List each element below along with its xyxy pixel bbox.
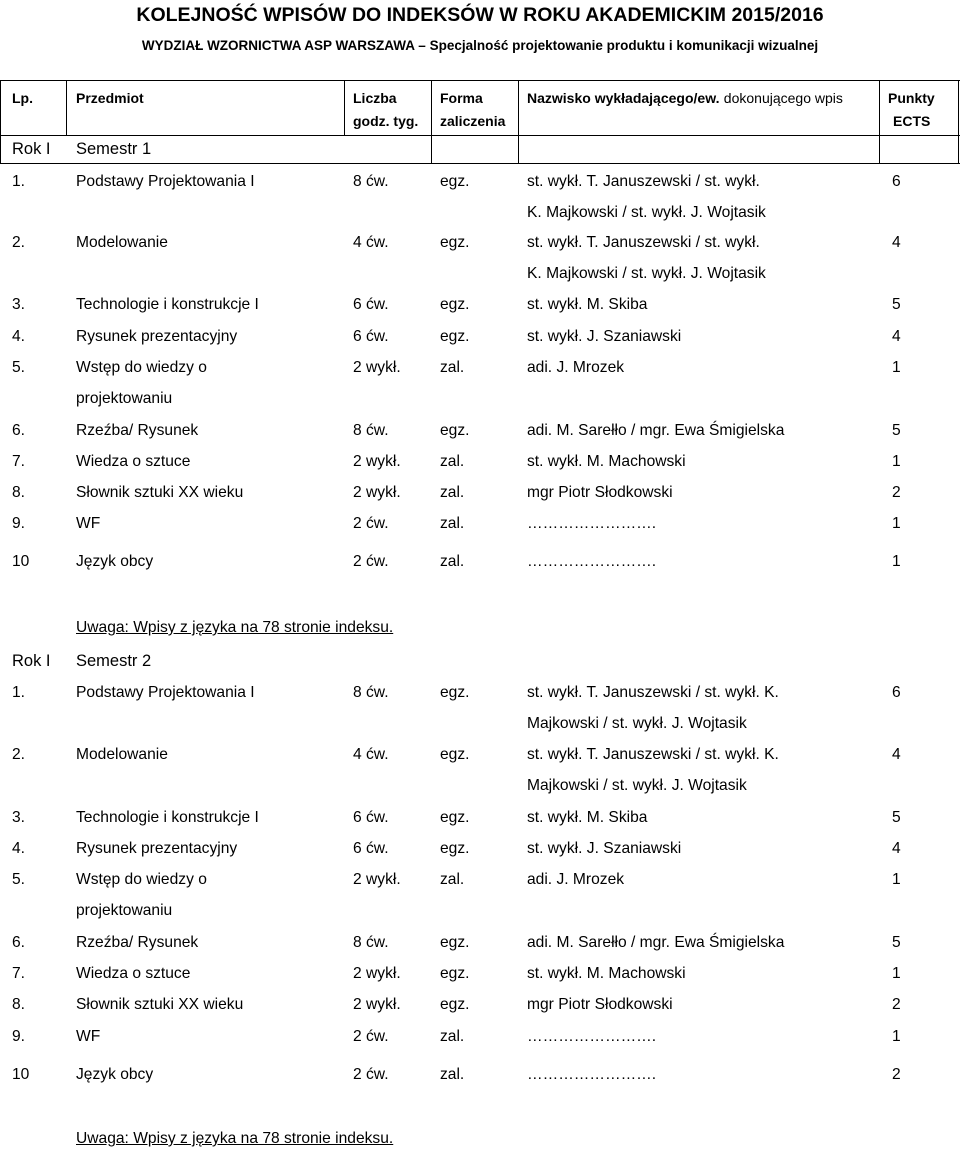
weekly-hours: 2 ćw.: [353, 1066, 389, 1083]
subject-name: Modelowanie: [76, 234, 168, 251]
weekly-hours: 2 wykł.: [353, 484, 401, 501]
row-number: 4.: [12, 840, 26, 857]
lecturer-name: adi. J. Mrozek: [527, 871, 625, 888]
ects-points: 2: [892, 484, 901, 501]
lecturer-name: K. Majkowski / st. wykł. J. Wojtasik: [527, 265, 766, 282]
assessment-form: egz.: [440, 684, 470, 701]
weekly-hours: 2 wykł.: [353, 453, 401, 470]
assessment-form: zal.: [440, 871, 465, 888]
ects-points: 1: [892, 871, 901, 888]
subject-name: Język obcy: [76, 553, 154, 570]
weekly-hours: 4 ćw.: [353, 746, 389, 763]
ects-points: 1: [892, 553, 901, 570]
assessment-form: zal.: [440, 453, 465, 470]
ects-points: 1: [892, 515, 901, 532]
table-top-border: [0, 80, 960, 81]
subject-name: WF: [76, 515, 101, 532]
lecturer-name: st. wykł. T. Januszewski / st. wykł.: [527, 173, 760, 190]
subject-name: Słownik sztuki XX wieku: [76, 996, 244, 1013]
weekly-hours: 2 ćw.: [353, 553, 389, 570]
weekly-hours: 2 wykł.: [353, 871, 401, 888]
ects-points: 1: [892, 359, 901, 376]
subject-name: Technologie i konstrukcje I: [76, 296, 259, 313]
weekly-hours: 2 ćw.: [353, 515, 389, 532]
subject-name: Modelowanie: [76, 746, 168, 763]
row-number: 5.: [12, 359, 26, 376]
assessment-form: egz.: [440, 934, 470, 951]
col-header-liczba: Liczba: [353, 90, 397, 106]
subject-name: Podstawy Projektowania I: [76, 684, 255, 701]
subject-name: WF: [76, 1028, 101, 1045]
subject-name: Rysunek prezentacyjny: [76, 328, 238, 345]
ects-points: 2: [892, 996, 901, 1013]
assessment-form: egz.: [440, 840, 470, 857]
row-number: 1.: [12, 684, 26, 701]
lecturer-name: Majkowski / st. wykł. J. Wojtasik: [527, 777, 747, 794]
lecturer-name: adi. J. Mrozek: [527, 359, 625, 376]
header-bottom-border: [0, 135, 960, 136]
ects-points: 1: [892, 453, 901, 470]
table-left-border: [0, 80, 1, 164]
row-number: 10: [12, 553, 30, 570]
ects-points: 1: [892, 965, 901, 982]
ects-points: 4: [892, 234, 901, 251]
lecturer-name: st. wykł. T. Januszewski / st. wykł.: [527, 234, 760, 251]
lecturer-name: st. wykł. T. Januszewski / st. wykł. K.: [527, 684, 779, 701]
col-header-przedmiot: Przedmiot: [76, 90, 144, 106]
page-title: KOLEJNOŚĆ WPISÓW DO INDEKSÓW W ROKU AKADEMICKIM 2015/2016: [136, 4, 824, 26]
row-number: 2.: [12, 234, 26, 251]
row-number: 3.: [12, 809, 26, 826]
row-number: 7.: [12, 965, 26, 982]
assessment-form: egz.: [440, 809, 470, 826]
weekly-hours: 2 wykł.: [353, 996, 401, 1013]
ects-points: 4: [892, 840, 901, 857]
row-number: 2.: [12, 746, 26, 763]
weekly-hours: 8 ćw.: [353, 684, 389, 701]
assessment-form: egz.: [440, 746, 470, 763]
subject-name: Podstawy Projektowania I: [76, 173, 255, 190]
col-header-nazwisko-bold: Nazwisko wykładającego/ew.: [527, 90, 720, 106]
row-number: 10: [12, 1066, 30, 1083]
lecturer-name: st. wykł. M. Skiba: [527, 296, 648, 313]
lecturer-name: st. wykł. T. Januszewski / st. wykł. K.: [527, 746, 779, 763]
col-header-nazwisko-rest: dokonującego wpis: [723, 90, 843, 106]
col-header-forma-2: zaliczenia: [440, 113, 506, 129]
row-number: 9.: [12, 515, 26, 532]
ects-points: 1: [892, 1028, 901, 1045]
lecturer-name: mgr Piotr Słodkowski: [527, 484, 673, 501]
row-number: 3.: [12, 296, 26, 313]
ects-points: 4: [892, 746, 901, 763]
lecturer-name: …………………….: [527, 515, 657, 532]
subject-name: projektowaniu: [76, 902, 173, 919]
lecturer-name: st. wykł. J. Szaniawski: [527, 328, 682, 345]
ects-points: 5: [892, 296, 901, 313]
lecturer-name: st. wykł. M. Machowski: [527, 965, 686, 982]
assessment-form: zal.: [440, 515, 465, 532]
page-subtitle: WYDZIAŁ WZORNICTWA ASP WARSZAWA – Specjalność projektowanie produktu i komunikacji wizualnej: [141, 38, 819, 53]
assessment-form: egz.: [440, 996, 470, 1013]
row-number: 1.: [12, 173, 26, 190]
row-number: 7.: [12, 453, 26, 470]
col-divider-3: [431, 80, 432, 164]
weekly-hours: 6 ćw.: [353, 840, 389, 857]
lecturer-name: …………………….: [527, 1066, 657, 1083]
lecturer-name: st. wykł. M. Skiba: [527, 809, 648, 826]
subject-name: Język obcy: [76, 1066, 154, 1083]
ects-points: 5: [892, 934, 901, 951]
assessment-form: egz.: [440, 296, 470, 313]
semester-bottom-border: [0, 163, 960, 164]
row-number: 9.: [12, 1028, 26, 1045]
col-header-ects: ECTS: [893, 113, 931, 129]
col-header-nazwisko: [527, 88, 843, 109]
ects-points: 5: [892, 422, 901, 439]
subject-name: Słownik sztuki XX wieku: [76, 484, 244, 501]
ects-points: 5: [892, 809, 901, 826]
subject-name: Wstęp do wiedzy o: [76, 871, 207, 888]
assessment-form: zal.: [440, 484, 465, 501]
semester-label: Semestr 2: [76, 652, 152, 670]
assessment-form: zal.: [440, 1028, 465, 1045]
subject-name: Wiedza o sztuce: [76, 453, 191, 470]
col-divider-2: [344, 80, 345, 135]
semester-label: Semestr 1: [76, 140, 152, 158]
weekly-hours: 6 ćw.: [353, 328, 389, 345]
lecturer-name: K. Majkowski / st. wykł. J. Wojtasik: [527, 204, 766, 221]
lecturer-name: st. wykł. J. Szaniawski: [527, 840, 682, 857]
ects-points: 4: [892, 328, 901, 345]
row-number: 8.: [12, 996, 26, 1013]
col-divider-5: [879, 80, 880, 164]
assessment-form: egz.: [440, 965, 470, 982]
table-right-border: [958, 80, 959, 164]
lecturer-name: adi. M. Sarełło / mgr. Ewa Śmigielska: [527, 422, 785, 439]
ects-points: 6: [892, 173, 901, 190]
assessment-form: egz.: [440, 422, 470, 439]
weekly-hours: 8 ćw.: [353, 422, 389, 439]
lecturer-name: Majkowski / st. wykł. J. Wojtasik: [527, 715, 747, 732]
subject-name: Technologie i konstrukcje I: [76, 809, 259, 826]
col-header-lp: Lp.: [12, 90, 33, 106]
assessment-form: egz.: [440, 328, 470, 345]
weekly-hours: 6 ćw.: [353, 809, 389, 826]
subject-name: Rzeźba/ Rysunek: [76, 422, 199, 439]
lecturer-name: …………………….: [527, 553, 657, 570]
assessment-form: egz.: [440, 173, 470, 190]
rok-label: Rok I: [12, 652, 51, 670]
subject-name: Wiedza o sztuce: [76, 965, 191, 982]
lecturer-name: mgr Piotr Słodkowski: [527, 996, 673, 1013]
assessment-form: zal.: [440, 359, 465, 376]
col-divider-4: [518, 80, 519, 164]
lecturer-name: st. wykł. M. Machowski: [527, 453, 686, 470]
rok-label: Rok I: [12, 140, 51, 158]
assessment-form: zal.: [440, 553, 465, 570]
row-number: 6.: [12, 422, 26, 439]
assessment-form: zal.: [440, 1066, 465, 1083]
row-number: 6.: [12, 934, 26, 951]
subject-name: Rzeźba/ Rysunek: [76, 934, 199, 951]
weekly-hours: 2 ćw.: [353, 1028, 389, 1045]
assessment-form: egz.: [440, 234, 470, 251]
weekly-hours: 6 ćw.: [353, 296, 389, 313]
weekly-hours: 2 wykł.: [353, 359, 401, 376]
lecturer-name: adi. M. Sarełło / mgr. Ewa Śmigielska: [527, 934, 785, 951]
subject-name: Wstęp do wiedzy o: [76, 359, 207, 376]
subject-name: projektowaniu: [76, 390, 173, 407]
row-number: 5.: [12, 871, 26, 888]
row-number: 8.: [12, 484, 26, 501]
weekly-hours: 8 ćw.: [353, 934, 389, 951]
ects-points: 2: [892, 1066, 901, 1083]
weekly-hours: 2 wykł.: [353, 965, 401, 982]
col-header-punkty: Punkty: [888, 90, 935, 106]
note-text: Uwaga: Wpisy z języka na 78 stronie indeksu.: [76, 1130, 394, 1147]
lecturer-name: …………………….: [527, 1028, 657, 1045]
col-divider-1: [66, 80, 67, 135]
note-text: Uwaga: Wpisy z języka na 78 stronie indeksu.: [76, 619, 394, 636]
ects-points: 6: [892, 684, 901, 701]
col-header-forma: Forma: [440, 90, 483, 106]
subject-name: Rysunek prezentacyjny: [76, 840, 238, 857]
weekly-hours: 8 ćw.: [353, 173, 389, 190]
row-number: 4.: [12, 328, 26, 345]
col-header-liczba-2: godz. tyg.: [353, 113, 419, 129]
weekly-hours: 4 ćw.: [353, 234, 389, 251]
